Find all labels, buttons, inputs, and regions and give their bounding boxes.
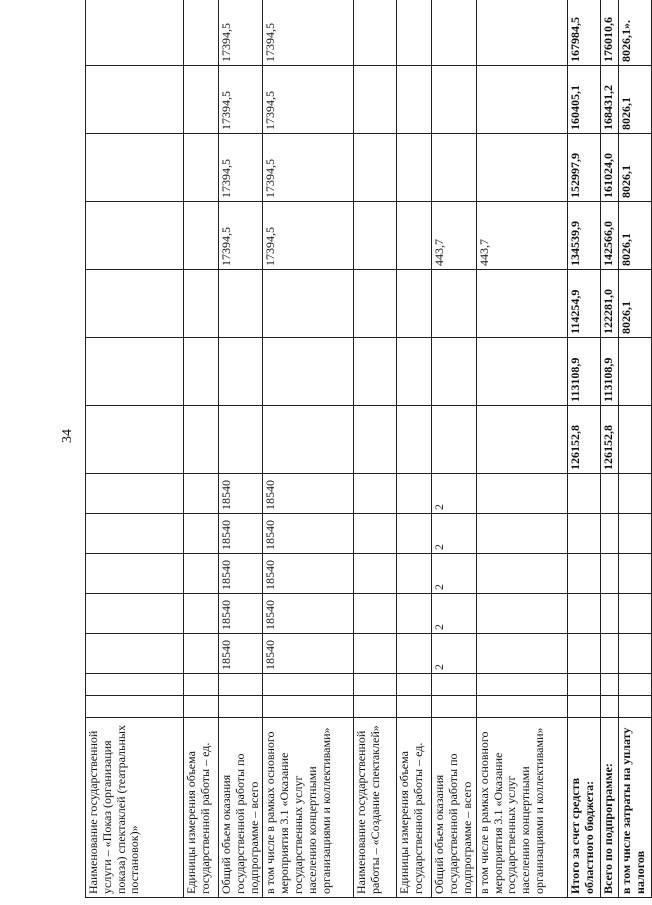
table-cell — [618, 554, 651, 594]
table-cell: 18540 — [263, 594, 354, 634]
table-cell — [184, 406, 219, 474]
table-cell: 18540 — [219, 554, 263, 594]
table-cell — [618, 594, 651, 634]
table-cell: 18540 — [219, 594, 263, 634]
table-cell: 17394,5 — [219, 66, 263, 134]
table-cell: 126152,8 — [600, 406, 618, 474]
table-cell — [184, 202, 219, 270]
table-cell: 17394,5 — [263, 0, 354, 66]
table-cell — [86, 270, 184, 338]
table-cell — [86, 514, 184, 554]
table-cell — [432, 674, 476, 696]
table-cell — [397, 696, 432, 718]
table-cell: 17394,5 — [263, 66, 354, 134]
table-cell: 443,7 — [476, 202, 567, 270]
table-cell — [600, 474, 618, 514]
table-cell: 122281,0 — [600, 270, 618, 338]
table-cell — [476, 406, 567, 474]
table-cell — [219, 338, 263, 406]
table-cell: 18540 — [263, 514, 354, 554]
table-row — [567, 0, 600, 898]
table-body — [86, 0, 652, 898]
table-cell — [397, 594, 432, 634]
row-label: Единицы измерения объема государственной работы – ед. — [184, 718, 219, 898]
table-cell — [184, 0, 219, 66]
table-cell — [263, 674, 354, 696]
table-cell — [397, 674, 432, 696]
table-cell: 160405,1 — [567, 66, 600, 134]
table-cell: 142566,0 — [600, 202, 618, 270]
table-cell — [618, 514, 651, 554]
table-cell: 167984,5 — [567, 0, 600, 66]
table-cell — [476, 594, 567, 634]
table-row — [397, 0, 432, 898]
row-label: Наименование государственной услуги – «Показ (организация показа) спектаклей (театральных постановок)» — [86, 718, 184, 898]
budget-table — [85, 0, 652, 898]
table-cell — [397, 338, 432, 406]
table-cell: 8026,1». — [618, 0, 651, 66]
table-cell: 17394,5 — [263, 134, 354, 202]
table-cell — [86, 134, 184, 202]
table-row — [184, 0, 219, 898]
table-cell — [618, 696, 651, 718]
table-cell — [354, 202, 397, 270]
table-cell — [184, 554, 219, 594]
row-label: в том числе затраты на уплату налогов — [618, 718, 651, 898]
table-cell — [476, 474, 567, 514]
table-cell: 17394,5 — [263, 202, 354, 270]
table-cell — [184, 594, 219, 634]
table-row — [219, 0, 263, 898]
table-cell — [354, 0, 397, 66]
table-cell — [600, 674, 618, 696]
table-cell: 8026,1 — [618, 66, 651, 134]
table-cell — [86, 0, 184, 66]
table-cell — [600, 634, 618, 674]
table-cell — [354, 674, 397, 696]
table-cell — [219, 270, 263, 338]
table-cell: 168431,2 — [600, 66, 618, 134]
table-cell — [354, 474, 397, 514]
row-label: Итого за счет средств областного бюджета: — [567, 718, 600, 898]
table-cell — [354, 338, 397, 406]
table-cell — [86, 634, 184, 674]
table-cell — [184, 696, 219, 718]
table-cell — [397, 0, 432, 66]
table-cell — [476, 696, 567, 718]
table-cell — [86, 696, 184, 718]
table-cell: 152997,9 — [567, 134, 600, 202]
table-cell — [567, 696, 600, 718]
table-cell — [476, 270, 567, 338]
table-cell: 18540 — [219, 634, 263, 674]
row-label: Единицы измерения объема государственной работы – ед. — [397, 718, 432, 898]
page-number: 34 — [60, 429, 75, 443]
table-cell: 17394,5 — [219, 0, 263, 66]
table-cell — [432, 406, 476, 474]
table-cell: 18540 — [263, 474, 354, 514]
table-cell — [600, 514, 618, 554]
table-cell — [86, 474, 184, 514]
table-row — [600, 0, 618, 898]
table-cell — [354, 134, 397, 202]
table-row — [432, 0, 476, 898]
table-cell — [432, 696, 476, 718]
table-cell — [354, 270, 397, 338]
table-row — [476, 0, 567, 898]
table-cell — [184, 514, 219, 554]
table-cell: 18540 — [219, 514, 263, 554]
table-cell — [219, 674, 263, 696]
row-label: Общий объем оказания государственной работы по подпрограмме – всего — [219, 718, 263, 898]
row-label: Общий объем оказания государственной работы по подпрограмме – всего — [432, 718, 476, 898]
table-cell — [354, 554, 397, 594]
table-cell: 17394,5 — [219, 202, 263, 270]
row-label: в том числе в рамках основного мероприятия 3.1 «Оказание государственных услуг населению концертными организациями и коллективами» — [476, 718, 567, 898]
table-cell: 126152,8 — [567, 406, 600, 474]
table-cell — [184, 338, 219, 406]
row-label: Наименование государственной работы – «Создание спектаклей» — [354, 718, 397, 898]
table-cell: 18540 — [263, 554, 354, 594]
row-label: в том числе в рамках основного мероприятия 3.1 «Оказание государственных услуг населению концертными организациями и коллективами» — [263, 718, 354, 898]
table-cell — [476, 634, 567, 674]
table-cell: 2 — [432, 554, 476, 594]
table-cell — [567, 594, 600, 634]
row-label: Всего по подпрограмме: — [600, 718, 618, 898]
table-row — [618, 0, 651, 898]
table-cell — [567, 554, 600, 594]
table-cell — [354, 66, 397, 134]
table-cell: 17394,5 — [219, 134, 263, 202]
table-cell — [184, 474, 219, 514]
table-cell: 176010,6 — [600, 0, 618, 66]
table-cell — [397, 514, 432, 554]
table-cell — [397, 474, 432, 514]
table-cell — [263, 270, 354, 338]
table-cell — [432, 134, 476, 202]
table-cell — [600, 594, 618, 634]
table-cell — [86, 66, 184, 134]
table-cell — [432, 0, 476, 66]
table-cell — [86, 202, 184, 270]
table-cell — [567, 634, 600, 674]
table-cell — [263, 696, 354, 718]
table-cell: 18540 — [219, 474, 263, 514]
table-row — [354, 0, 397, 898]
budget-table-container — [85, 17, 647, 898]
table-cell — [354, 406, 397, 474]
table-cell: 2 — [432, 634, 476, 674]
table-cell — [618, 406, 651, 474]
table-cell — [184, 66, 219, 134]
table-cell — [354, 514, 397, 554]
table-cell: 113108,9 — [600, 338, 618, 406]
table-cell — [567, 674, 600, 696]
table-cell: 2 — [432, 474, 476, 514]
table-cell: 114254,9 — [567, 270, 600, 338]
table-cell — [397, 554, 432, 594]
table-cell — [397, 270, 432, 338]
table-cell — [600, 696, 618, 718]
table-cell — [618, 674, 651, 696]
table-cell — [184, 270, 219, 338]
table-cell — [397, 202, 432, 270]
table-cell: 8026,1 — [618, 134, 651, 202]
table-cell: 134539,9 — [567, 202, 600, 270]
table-cell — [86, 674, 184, 696]
table-cell — [184, 634, 219, 674]
table-cell — [432, 270, 476, 338]
table-cell — [263, 338, 354, 406]
table-cell — [86, 406, 184, 474]
table-cell — [476, 514, 567, 554]
table-cell — [618, 634, 651, 674]
table-cell: 8026,1 — [618, 270, 651, 338]
table-cell — [397, 66, 432, 134]
table-cell — [397, 634, 432, 674]
table-row — [86, 0, 184, 898]
table-cell: 2 — [432, 594, 476, 634]
table-cell — [432, 338, 476, 406]
table-cell — [397, 134, 432, 202]
table-cell — [397, 406, 432, 474]
table-cell — [432, 66, 476, 134]
table-cell — [184, 134, 219, 202]
table-cell — [567, 474, 600, 514]
table-cell — [184, 674, 219, 696]
table-cell: 443,7 — [432, 202, 476, 270]
table-cell — [86, 554, 184, 594]
table-cell — [618, 338, 651, 406]
table-cell: 2 — [432, 514, 476, 554]
table-cell — [86, 338, 184, 406]
table-cell: 161024,0 — [600, 134, 618, 202]
table-cell — [476, 554, 567, 594]
table-cell — [567, 514, 600, 554]
table-cell: 18540 — [263, 634, 354, 674]
table-cell — [476, 0, 567, 66]
table-cell — [476, 674, 567, 696]
table-cell — [354, 594, 397, 634]
table-cell — [354, 634, 397, 674]
table-cell — [263, 406, 354, 474]
table-cell — [476, 134, 567, 202]
table-cell — [354, 696, 397, 718]
table-cell — [219, 406, 263, 474]
table-cell — [476, 338, 567, 406]
table-cell: 8026,1 — [618, 202, 651, 270]
table-cell: 113108,9 — [567, 338, 600, 406]
table-cell — [219, 696, 263, 718]
table-cell — [476, 66, 567, 134]
table-cell — [600, 554, 618, 594]
table-cell — [86, 594, 184, 634]
table-row — [263, 0, 354, 898]
table-cell — [618, 474, 651, 514]
